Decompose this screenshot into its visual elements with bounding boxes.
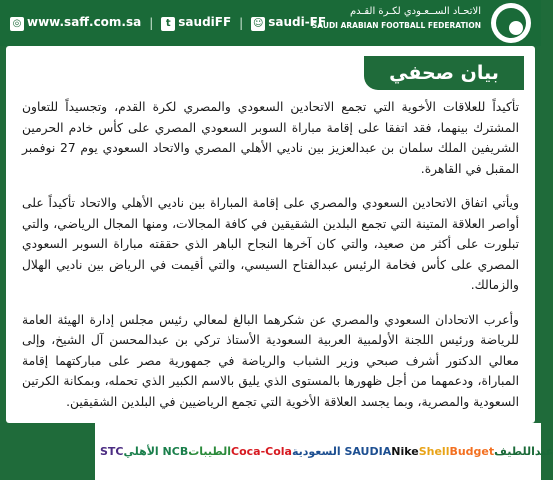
snapchat-icon: ☺: [253, 18, 264, 29]
sponsor-logo: Budget: [449, 444, 495, 458]
federation-name-en: SAUDI ARABIAN FOOTBALL FEDERATION: [311, 21, 481, 30]
sponsor-logo: Nike: [391, 444, 419, 458]
twitter-icon: t: [161, 17, 175, 31]
paragraph: تأكيداً للعلاقات الأخوية التي تجمع الاتحادين السعودي والمصري لكرة القدم، وتجسيداً للتعاون المشترك بينهما، فقد اتفقا على إقامة مباراة السوبر السعودي المصري على كأس خادم الحرمين الشريفين الملك سلمان بن عبدالعزيز بين ناديي الأهلي المصري والاتحاد السعودي يوم 27 نوفمبر المقبل في القاهرة.: [22, 100, 519, 176]
document-title: بيان صحفي: [364, 56, 524, 90]
twitter-link[interactable]: [161, 15, 231, 31]
sponsor-logo: عبداللطيف: [494, 444, 553, 458]
sponsor-logo: السعودية SAUDIA: [291, 444, 392, 458]
federation-logo-icon: [491, 3, 531, 43]
website-text: www.saff.com.sa: [27, 15, 142, 29]
header-bar: [0, 0, 541, 46]
paragraph: ويأتي اتفاق الاتحادين السعودي والمصري على إقامة المباراة بين ناديي الأهلي والاتحاد تأكيداً على أواصر العلاقة المتينة التي تجمع البلدين الشقيقين في كافة المجالات، ومنها المجال الرياضي، والتي تبلورت على أكثر من صعيد، والتي كان آخرها النجاح الباهر الذي حققته مباراة السوبر السعودي المصري على كأس فخامة الرئيس عبدالفتاح السيسي، والتي أقيمت في الرياض بين ناديي الهلال والزمالك.: [22, 196, 519, 292]
globe-icon: ◎: [10, 17, 24, 31]
paragraph: وأعرب الاتحادان السعودي والمصري عن شكرهما البالغ لمعالي رئيس مجلس إدارة الهيئة العامة للرياضة ورئيس اللجنة الأولمبية العربية السعودية الأستاذ تركي بن عبدالمحسن آل الشيخ، وإلى معالي الدكتور أشرف صبحي وزير الشباب والرياضة في جمهورية مصر على مباركتهما إقامة المباراة، ودعمهما من أجل ظهورها بالمستوى الذي يليق بالاسم الكبير الذي تحمله، وبمكانة الكرتين السعودية والمصرية، وبما يجسد العلاقة الأخوية التي تجمع الرياضيين في البلدين الشقيقين.: [22, 312, 519, 409]
sponsors-accent-bar: [0, 423, 95, 480]
divider: |: [149, 16, 154, 30]
snapchat-handle: saudi-FF: [268, 15, 327, 29]
federation-name-ar: الاتحـاد الســعـودي لكـرة القـدم: [349, 6, 481, 17]
federation-name: [312, 6, 481, 30]
sponsor-logo: Shell: [418, 444, 450, 458]
sponsor-logo: Coca-Cola: [231, 444, 292, 458]
document-body: [22, 97, 519, 426]
sponsor-logos: [100, 431, 553, 471]
sponsor-logo: الطيبات: [188, 444, 231, 458]
twitter-handle: saudiFF: [178, 15, 232, 29]
divider: |: [239, 16, 244, 30]
sponsor-logo: STC: [100, 444, 124, 458]
website-link[interactable]: [10, 15, 141, 31]
sponsor-logo: الأهلي NCB: [123, 444, 189, 458]
contact-links: [10, 0, 326, 46]
